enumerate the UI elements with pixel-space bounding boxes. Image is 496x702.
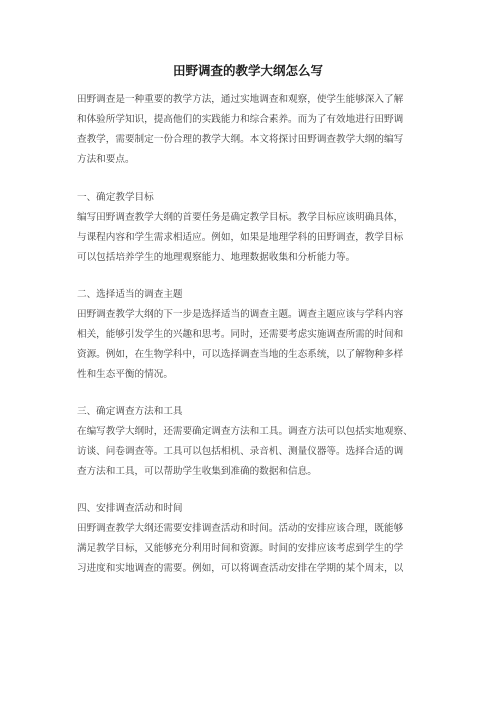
body-line: 查教学，需要制定一份合理的教学大纲。本文将探讨田野调查教学大纲的编写 — [77, 134, 404, 145]
document-title: 田野调查的教学大纲怎么写 — [172, 63, 323, 78]
body-line: 性和生态平衡的情况。 — [77, 369, 173, 380]
body-line: 田野调查教学大纲的下一步是选择适当的调查主题。调查主题应该与学科内容 — [77, 309, 404, 320]
body-line: 可以包括培养学生的地理观察能力、地理数据收集和分析能力等。 — [77, 252, 356, 263]
body-line: 满足教学目标，又能够充分利用时间和资源。时间的安排应该考虑到学生的学 — [77, 543, 404, 554]
body-line: 习进度和实地调查的需要。例如，可以将调查活动安排在学期的某个周末，以 — [77, 563, 404, 574]
body-line: 查方法和工具，可以帮助学生收集到准确的数据和信息。 — [77, 466, 317, 477]
body-line: 和体验所学知识，提高他们的实践能力和综合素养。而为了有效地进行田野调 — [77, 114, 404, 125]
section-heading: 一、确定教学目标 — [77, 192, 154, 203]
section-heading: 四、安排调查活动和时间 — [77, 503, 183, 514]
body-line: 方法和要点。 — [77, 154, 135, 165]
body-line: 访谈、问卷调查等。工具可以包括相机、录音机、测量仪器等。选择合适的调 — [77, 446, 404, 457]
body-line: 田野调查是一种重要的教学方法，通过实地调查和观察，使学生能够深入了解 — [77, 94, 404, 105]
body-line: 资源。例如，在生物学科中，可以选择调查当地的生态系统，以了解物种多样 — [77, 349, 404, 360]
body-line: 田野调查教学大纲还需要安排调查活动和时间。活动的安排应该合理，既能够 — [77, 523, 404, 534]
body-line: 相关，能够引发学生的兴趣和思考。同时，还需要考虑实施调查所需的时间和 — [77, 329, 404, 340]
section-heading: 二、选择适当的调查主题 — [77, 289, 183, 300]
section-heading: 三、确定调查方法和工具 — [77, 406, 183, 417]
body-line: 与课程内容和学生需求相适应。例如，如果是地理学科的田野调查，教学目标 — [77, 232, 404, 243]
body-line: 编写田野调查教学大纲的首要任务是确定教学目标。教学目标应该明确具体， — [77, 212, 404, 223]
body-line: 在编写教学大纲时，还需要确定调查方法和工具。调查方法可以包括实地观察、 — [77, 426, 413, 437]
